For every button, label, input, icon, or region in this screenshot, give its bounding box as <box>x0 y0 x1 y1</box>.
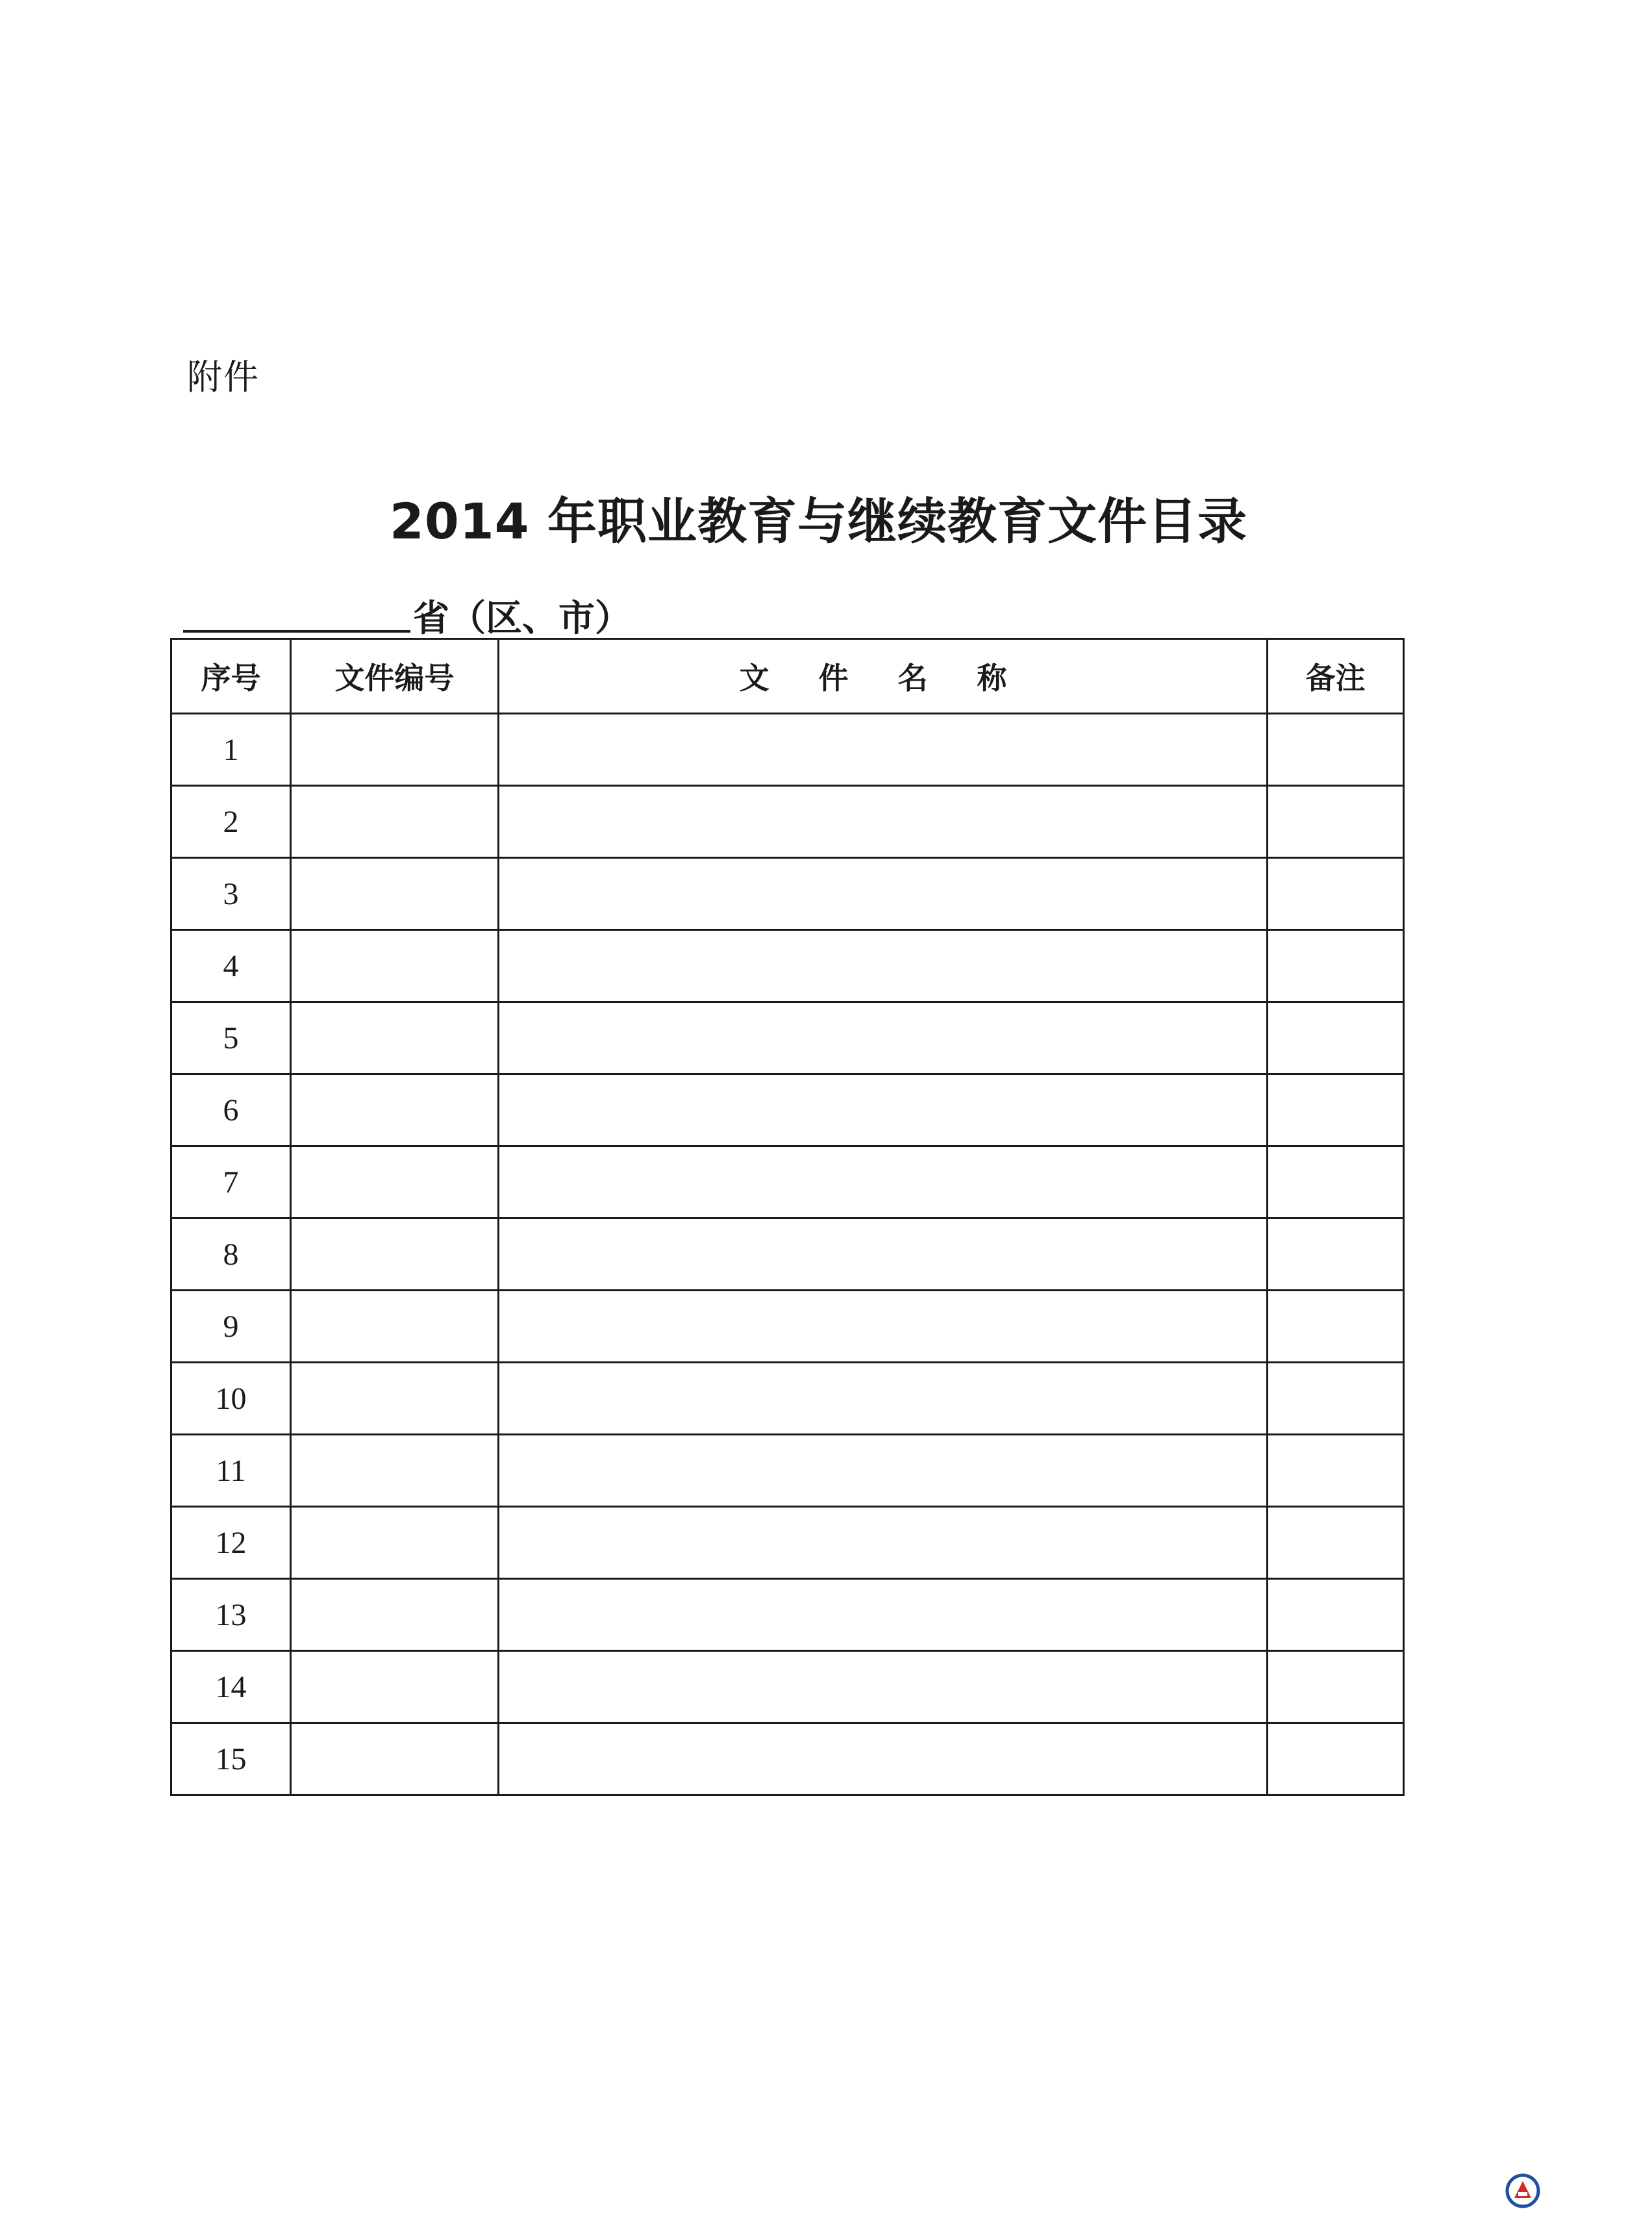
row-remarks-cell[interactable] <box>1268 1651 1404 1723</box>
row-file-number-cell[interactable] <box>291 1579 499 1651</box>
header-file-name: 文 件 名 称 <box>499 639 1268 714</box>
row-file-name-cell[interactable] <box>499 858 1268 930</box>
row-serial-number: 5 <box>171 1002 291 1074</box>
row-serial-number: 9 <box>171 1291 291 1363</box>
table-row <box>171 1507 1404 1579</box>
table-row <box>171 930 1404 1002</box>
row-serial-number: 3 <box>171 858 291 930</box>
row-serial-number: 12 <box>171 1507 291 1579</box>
table-row <box>171 1723 1404 1795</box>
row-file-name-cell[interactable] <box>499 1146 1268 1218</box>
row-file-name-cell[interactable] <box>499 1291 1268 1363</box>
header-remarks: 备注 <box>1268 639 1404 714</box>
row-remarks-cell[interactable] <box>1268 1435 1404 1507</box>
page-title: 2014 年职业教育与继续教育文件目录 <box>390 492 1247 550</box>
row-remarks-cell[interactable] <box>1268 1579 1404 1651</box>
table-body <box>171 714 1404 1795</box>
table-row <box>171 858 1404 930</box>
row-file-name-cell[interactable] <box>499 1218 1268 1291</box>
province-field <box>183 590 631 642</box>
table-row <box>171 1651 1404 1723</box>
row-serial-number: 7 <box>171 1146 291 1218</box>
row-file-number-cell[interactable] <box>291 1074 499 1146</box>
row-serial-number: 2 <box>171 786 291 858</box>
row-file-name-cell[interactable] <box>499 1651 1268 1723</box>
province-label: 省（区、市） <box>413 598 631 640</box>
table-row <box>171 1218 1404 1291</box>
row-file-name-cell[interactable] <box>499 1363 1268 1435</box>
row-file-number-cell[interactable] <box>291 1146 499 1218</box>
row-serial-number: 8 <box>171 1218 291 1291</box>
row-remarks-cell[interactable] <box>1268 1291 1404 1363</box>
row-file-number-cell[interactable] <box>291 1651 499 1723</box>
table-row <box>171 786 1404 858</box>
row-file-number-cell[interactable] <box>291 1507 499 1579</box>
row-remarks-cell[interactable] <box>1268 1146 1404 1218</box>
row-serial-number: 13 <box>171 1579 291 1651</box>
table-row <box>171 1146 1404 1218</box>
row-file-name-cell[interactable] <box>499 930 1268 1002</box>
row-file-name-cell[interactable] <box>499 1723 1268 1795</box>
province-blank[interactable] <box>183 630 410 633</box>
row-file-name-cell[interactable] <box>499 1579 1268 1651</box>
table-row <box>171 714 1404 786</box>
row-file-name-cell[interactable] <box>499 1074 1268 1146</box>
row-file-name-cell[interactable] <box>499 786 1268 858</box>
row-serial-number: 15 <box>171 1723 291 1795</box>
row-file-name-cell[interactable] <box>499 714 1268 786</box>
row-remarks-cell[interactable] <box>1268 1074 1404 1146</box>
row-file-number-cell[interactable] <box>291 1291 499 1363</box>
row-file-number-cell[interactable] <box>291 714 499 786</box>
row-serial-number: 14 <box>171 1651 291 1723</box>
row-remarks-cell[interactable] <box>1268 714 1404 786</box>
row-file-number-cell[interactable] <box>291 1435 499 1507</box>
row-file-name-cell[interactable] <box>499 1435 1268 1507</box>
row-file-number-cell[interactable] <box>291 1363 499 1435</box>
row-remarks-cell[interactable] <box>1268 1218 1404 1291</box>
header-file-number: 文件编号 <box>291 639 499 714</box>
row-file-number-cell[interactable] <box>291 1002 499 1074</box>
row-serial-number: 1 <box>171 714 291 786</box>
row-file-number-cell[interactable] <box>291 930 499 1002</box>
attachment-label: 附件 <box>187 357 260 398</box>
row-file-number-cell[interactable] <box>291 786 499 858</box>
table-row <box>171 1074 1404 1146</box>
seal-logo-icon <box>1505 2173 1540 2208</box>
row-file-name-cell[interactable] <box>499 1507 1268 1579</box>
row-remarks-cell[interactable] <box>1268 1363 1404 1435</box>
row-remarks-cell[interactable] <box>1268 858 1404 930</box>
row-file-name-cell[interactable] <box>499 1002 1268 1074</box>
row-remarks-cell[interactable] <box>1268 786 1404 858</box>
table-header-row <box>171 639 1404 714</box>
file-catalog-table <box>170 638 1405 1796</box>
row-remarks-cell[interactable] <box>1268 1723 1404 1795</box>
row-remarks-cell[interactable] <box>1268 1002 1404 1074</box>
table-row <box>171 1579 1404 1651</box>
table-row <box>171 1435 1404 1507</box>
row-file-number-cell[interactable] <box>291 1723 499 1795</box>
row-serial-number: 4 <box>171 930 291 1002</box>
header-serial-number: 序号 <box>171 639 291 714</box>
row-remarks-cell[interactable] <box>1268 1507 1404 1579</box>
table-row <box>171 1002 1404 1074</box>
row-file-number-cell[interactable] <box>291 1218 499 1291</box>
table-row <box>171 1363 1404 1435</box>
row-serial-number: 6 <box>171 1074 291 1146</box>
row-file-number-cell[interactable] <box>291 858 499 930</box>
row-remarks-cell[interactable] <box>1268 930 1404 1002</box>
row-serial-number: 11 <box>171 1435 291 1507</box>
row-serial-number: 10 <box>171 1363 291 1435</box>
table-row <box>171 1291 1404 1363</box>
